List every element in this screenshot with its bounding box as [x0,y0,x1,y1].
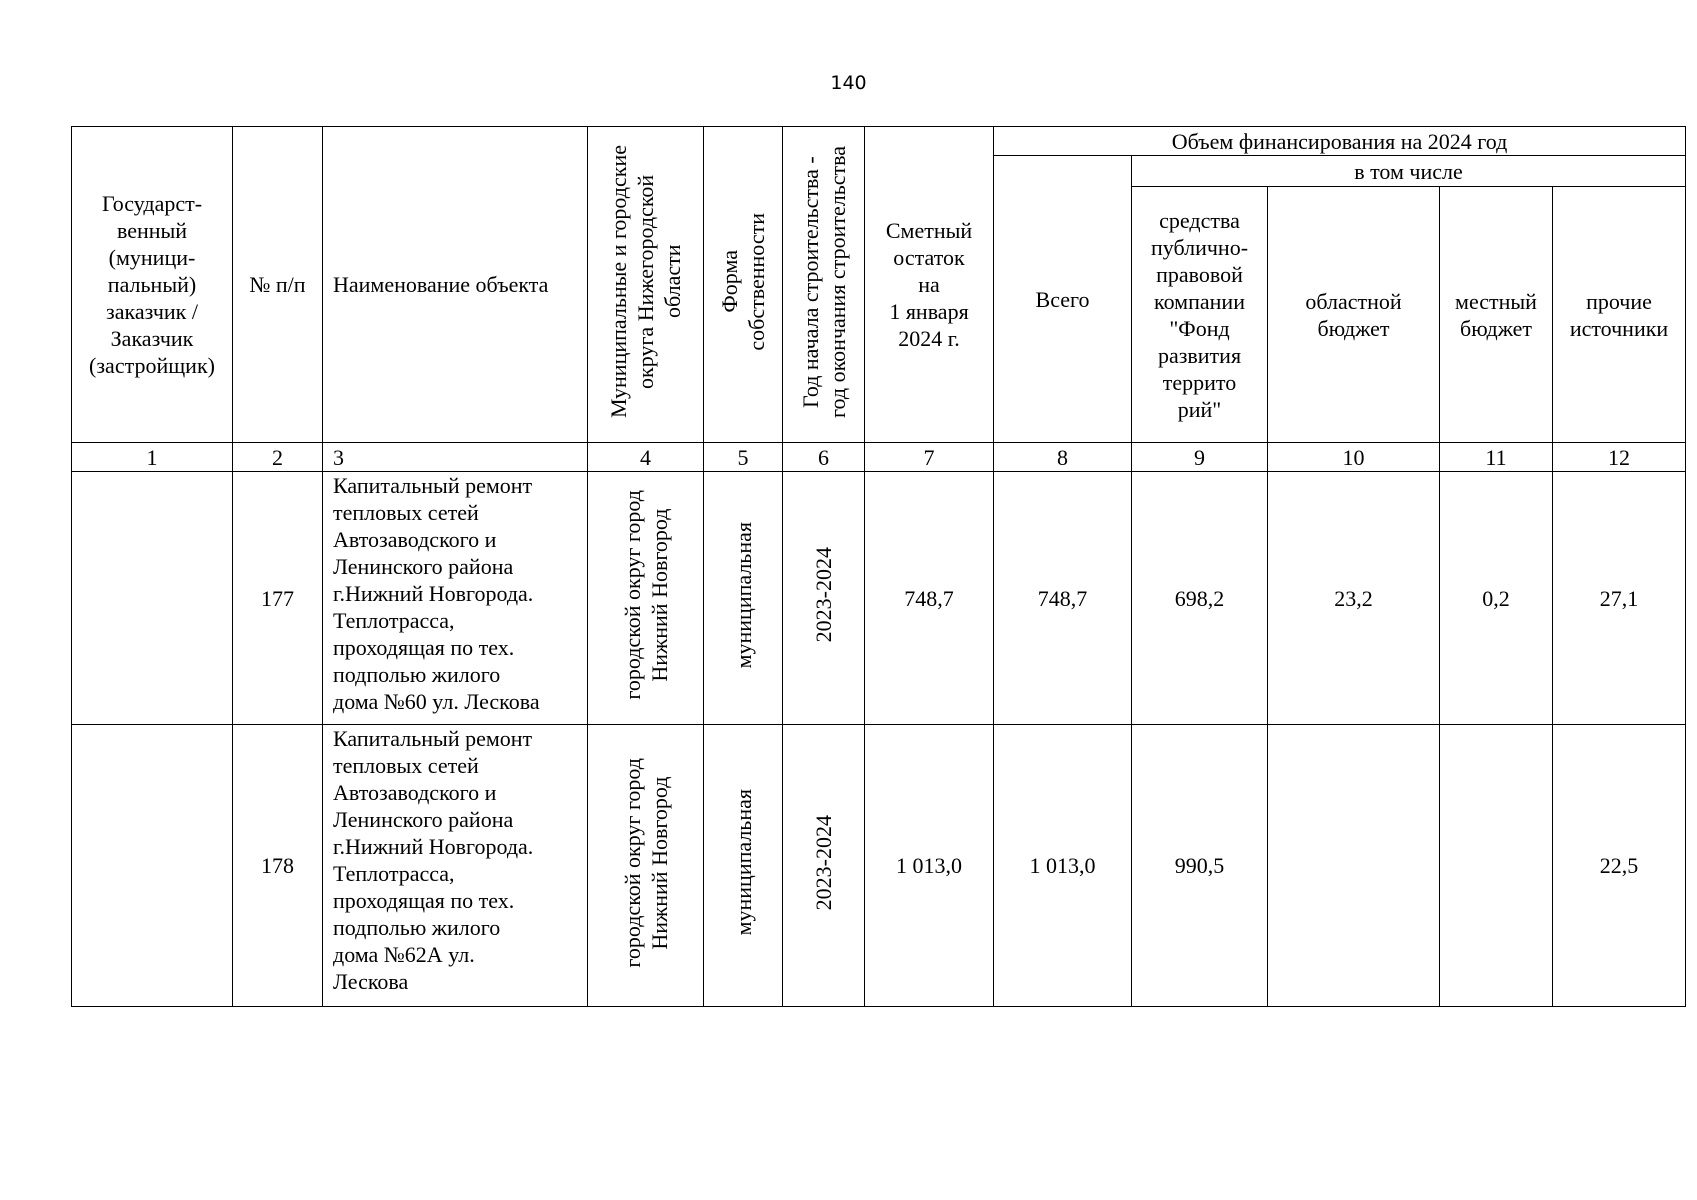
column-number: 5 [704,443,783,472]
column-number: 12 [1553,443,1686,472]
cell-fund: 698,2 [1132,472,1268,725]
financing-table [71,126,1686,1007]
header-local: местный бюджет [1440,187,1553,443]
cell-local [1440,725,1553,1007]
column-number: 3 [323,443,588,472]
cell-other: 22,5 [1553,725,1686,1007]
header-years: Год начала строительства - год окончания строительства [783,127,865,443]
column-numbers-row [72,443,1686,472]
cell-other: 27,1 [1553,472,1686,725]
cell-customer [72,472,233,725]
cell-regional: 23,2 [1268,472,1440,725]
header-number: № п/п [233,127,323,443]
cell-local: 0,2 [1440,472,1553,725]
cell-ownership: муниципальная [704,472,783,725]
cell-years: 2023-2024 [783,725,865,1007]
cell-estimate: 1 013,0 [865,725,994,1007]
cell-fund: 990,5 [1132,725,1268,1007]
column-number: 11 [1440,443,1553,472]
column-number: 6 [783,443,865,472]
cell-object-name: Капитальный ремонт тепловых сетей Автозаводского и Ленинского района г.Нижний Новгорода. Теплотрасса, проходящая по тех. подполью жилого дома №60 ул. Лескова [323,472,588,725]
header-object-name: Наименование объекта [323,127,588,443]
cell-regional [1268,725,1440,1007]
table-row [72,725,1686,1007]
header-ownership: Форма собственности [704,127,783,443]
header-estimate: Сметный остаток на 1 января 2024 г. [865,127,994,443]
column-number: 8 [994,443,1132,472]
cell-object-name: Капитальный ремонт тепловых сетей Автозаводского и Ленинского района г.Нижний Новгорода. Теплотрасса, проходящая по тех. подполью жилого дома №62А ул. Лескова [323,725,588,1007]
header-municipality: Муниципальные и городские округа Нижегородской области [588,127,704,443]
cell-ownership: муниципальная [704,725,783,1007]
column-number: 2 [233,443,323,472]
column-number: 1 [72,443,233,472]
column-number: 4 [588,443,704,472]
cell-number: 177 [233,472,323,725]
header-including: в том числе [1132,156,1686,187]
column-number: 10 [1268,443,1440,472]
header-fund: средства публично- правовой компании "Фонд развития террито рий" [1132,187,1268,443]
cell-years: 2023-2024 [783,472,865,725]
cell-municipality: городской округ город Нижний Новгород [588,472,704,725]
header-row-1 [72,127,1686,156]
header-regional: областной бюджет [1268,187,1440,443]
column-number: 7 [865,443,994,472]
table-row [72,472,1686,725]
page-number: 140 [830,72,867,94]
column-number: 9 [1132,443,1268,472]
cell-municipality: городской округ город Нижний Новгород [588,725,704,1007]
cell-number: 178 [233,725,323,1007]
cell-estimate: 748,7 [865,472,994,725]
cell-total: 1 013,0 [994,725,1132,1007]
header-customer: Государст- венный (муници- пальный) заказчик / Заказчик (застройщик) [72,127,233,443]
header-other: прочие источники [1553,187,1686,443]
header-financing: Объем финансирования на 2024 год [994,127,1686,156]
cell-total: 748,7 [994,472,1132,725]
cell-customer [72,725,233,1007]
header-total: Всего [994,156,1132,443]
